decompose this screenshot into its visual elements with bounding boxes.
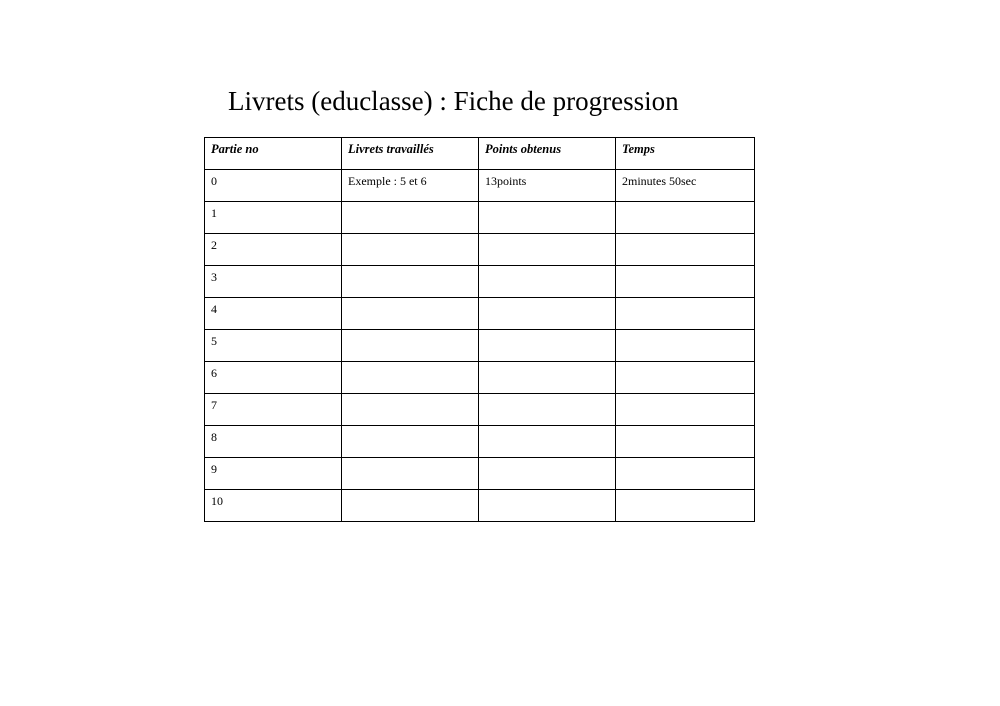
cell-temps xyxy=(616,266,755,298)
cell-temps xyxy=(616,394,755,426)
cell-livrets xyxy=(342,298,479,330)
cell-points xyxy=(479,426,616,458)
table-row xyxy=(205,170,755,202)
cell-points xyxy=(479,234,616,266)
cell-livrets: Exemple : 5 et 6 xyxy=(342,170,479,202)
cell-temps xyxy=(616,298,755,330)
cell-temps xyxy=(616,234,755,266)
cell-points xyxy=(479,394,616,426)
table-row xyxy=(205,298,755,330)
table-row xyxy=(205,458,755,490)
cell-partie: 0 xyxy=(205,170,342,202)
table-row xyxy=(205,330,755,362)
cell-temps xyxy=(616,490,755,522)
cell-partie: 6 xyxy=(205,362,342,394)
table-row xyxy=(205,426,755,458)
header-livrets-travailles: Livrets travaillés xyxy=(342,138,479,170)
cell-temps: 2minutes 50sec xyxy=(616,170,755,202)
cell-partie: 8 xyxy=(205,426,342,458)
table-row xyxy=(205,234,755,266)
cell-livrets xyxy=(342,266,479,298)
table-row xyxy=(205,266,755,298)
cell-points xyxy=(479,330,616,362)
cell-points: 13points xyxy=(479,170,616,202)
cell-partie: 2 xyxy=(205,234,342,266)
cell-livrets xyxy=(342,490,479,522)
cell-partie: 7 xyxy=(205,394,342,426)
cell-temps xyxy=(616,202,755,234)
cell-points xyxy=(479,298,616,330)
progress-table xyxy=(204,137,755,522)
cell-temps xyxy=(616,362,755,394)
table-row xyxy=(205,362,755,394)
table-row xyxy=(205,394,755,426)
cell-livrets xyxy=(342,426,479,458)
cell-partie: 5 xyxy=(205,330,342,362)
cell-livrets xyxy=(342,362,479,394)
cell-temps xyxy=(616,330,755,362)
cell-points xyxy=(479,458,616,490)
cell-livrets xyxy=(342,458,479,490)
header-temps: Temps xyxy=(616,138,755,170)
page-title: Livrets (educlasse) : Fiche de progression xyxy=(228,86,679,116)
table-row xyxy=(205,202,755,234)
cell-points xyxy=(479,362,616,394)
header-points-obtenus: Points obtenus xyxy=(479,138,616,170)
cell-partie: 4 xyxy=(205,298,342,330)
cell-temps xyxy=(616,426,755,458)
cell-livrets xyxy=(342,330,479,362)
cell-livrets xyxy=(342,234,479,266)
cell-partie: 3 xyxy=(205,266,342,298)
cell-livrets xyxy=(342,394,479,426)
cell-partie: 10 xyxy=(205,490,342,522)
cell-temps xyxy=(616,458,755,490)
cell-points xyxy=(479,490,616,522)
cell-partie: 1 xyxy=(205,202,342,234)
table-header-row xyxy=(205,138,755,170)
header-partie-no: Partie no xyxy=(205,138,342,170)
cell-points xyxy=(479,266,616,298)
cell-points xyxy=(479,202,616,234)
cell-partie: 9 xyxy=(205,458,342,490)
cell-livrets xyxy=(342,202,479,234)
table-row xyxy=(205,490,755,522)
